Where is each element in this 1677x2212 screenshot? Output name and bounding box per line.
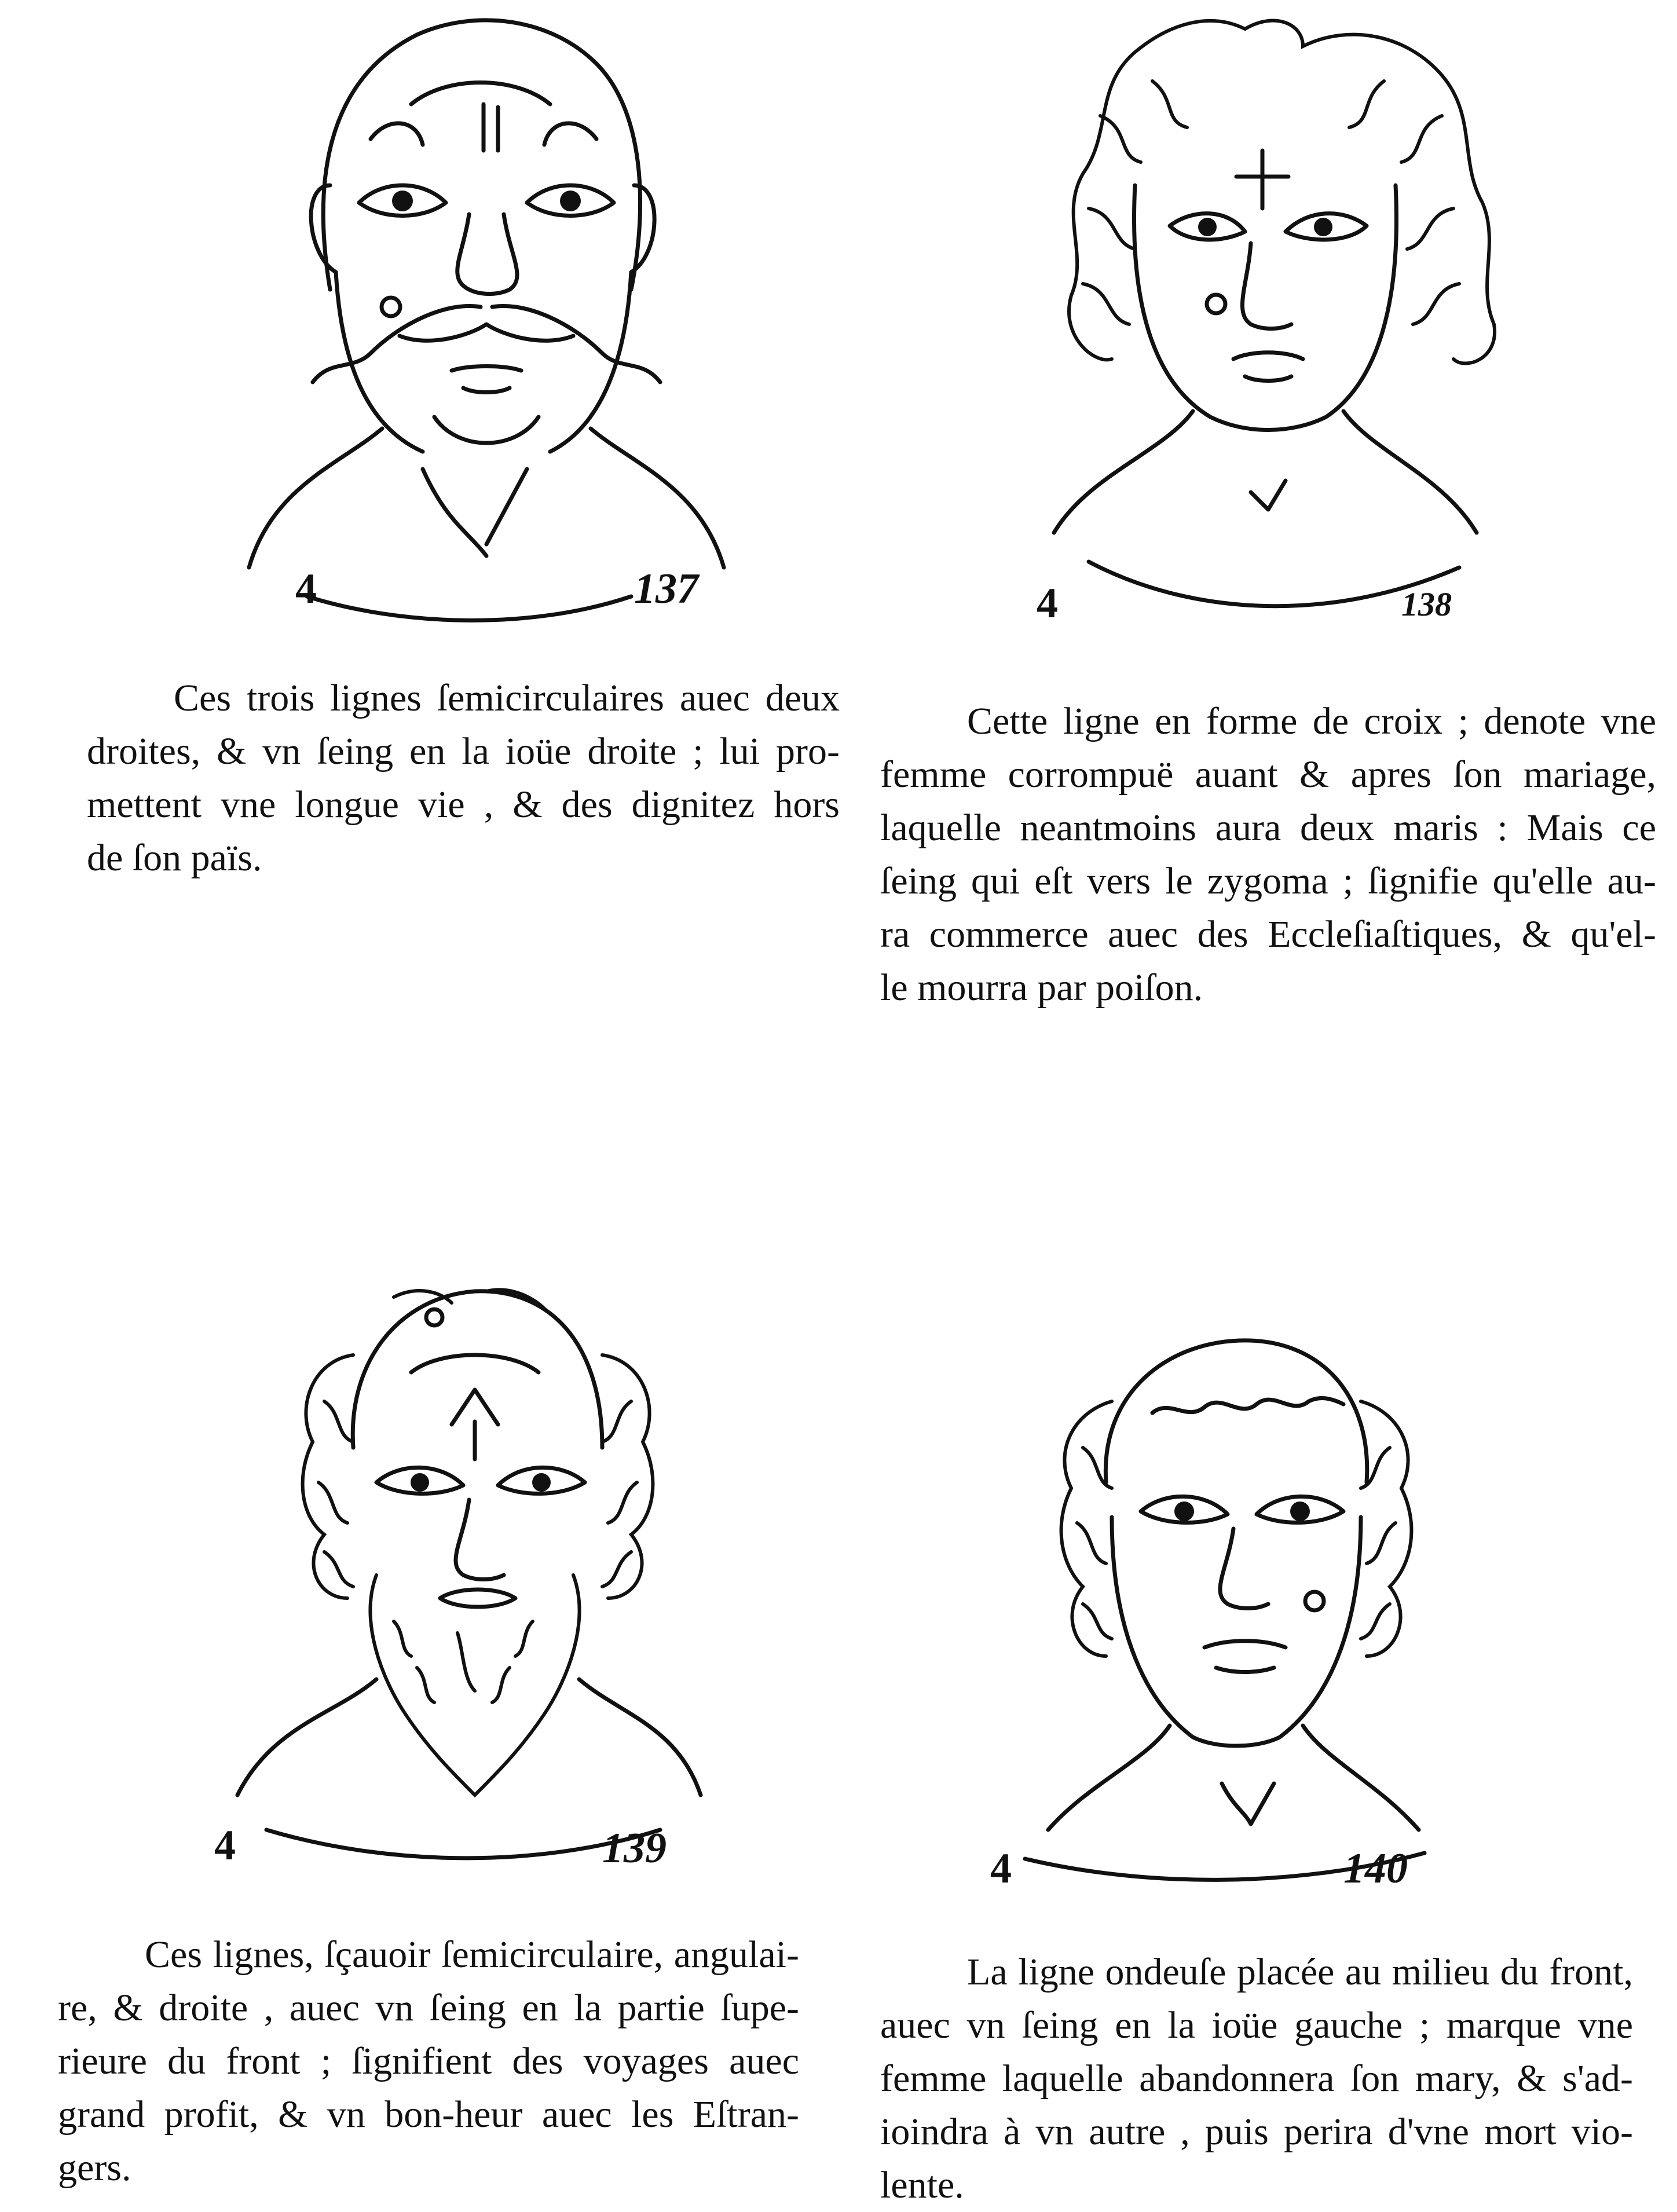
caption-line: La ligne ondeuſe placée au milieu du front, xyxy=(967,1951,1633,1993)
caption-line: droites, & vn ſeing en la ioüe droite ; lui pro- xyxy=(87,730,840,772)
caption-line: ioindra à vn autre , puis perira d'vne mort vio- xyxy=(880,2111,1633,2153)
plate-number: 138 xyxy=(1401,585,1452,623)
face-illustration-139 xyxy=(208,1274,730,1876)
plate-137 xyxy=(35,12,840,880)
plate-number: 139 xyxy=(602,1825,667,1872)
caption-139 xyxy=(58,1928,799,2195)
plate-letter: 4 xyxy=(214,1822,236,1869)
caption-line: re, & droite , auec vn ſeing en la partie ſupe- xyxy=(58,1987,799,2029)
caption-138 xyxy=(880,695,1656,1015)
caption-line: lente. xyxy=(880,2164,964,2206)
plate-138 xyxy=(857,12,1656,1009)
plate-number: 137 xyxy=(634,565,698,613)
caption-line: de ſon païs. xyxy=(87,837,262,879)
caption-137 xyxy=(87,672,840,885)
plate-letter: 4 xyxy=(990,1845,1012,1892)
caption-line: gers. xyxy=(58,2147,131,2189)
caption-line: grand profit, & vn bon-heur auec les Eſtran- xyxy=(58,2093,799,2136)
plate-140 xyxy=(857,1332,1656,2206)
plate-number: 140 xyxy=(1343,1845,1408,1892)
caption-line: Cette ligne en forme de croix ; denote vne xyxy=(967,700,1656,742)
caption-line: rieure du front ; ſignifient des voyages auec xyxy=(58,2040,799,2082)
caption-line: femme corrompuë auant & apres ſon mariage, xyxy=(880,753,1656,796)
caption-line: laquelle neantmoins aura deux maris : Mais ce xyxy=(880,807,1656,849)
plate-letter: 4 xyxy=(295,565,317,613)
caption-line: Ces trois lignes ſemicirculaires auec deux xyxy=(174,677,840,719)
caption-140 xyxy=(880,1946,1633,2212)
plate-139 xyxy=(35,1274,834,2197)
caption-line: ra commerce auec des Eccleſiaſtiques, & qu'el- xyxy=(880,913,1656,955)
face-illustration-140 xyxy=(973,1332,1494,1892)
caption-line: ſeing qui eſt vers le zygoma ; ſignifie qu'elle au- xyxy=(880,860,1656,902)
plate-letter: 4 xyxy=(1037,580,1058,627)
caption-line: Ces lignes, ſçauoir ſemicirculaire, angulai- xyxy=(145,1933,799,1976)
face-illustration-138 xyxy=(1002,12,1523,637)
caption-line: mettent vne longue vie , & des dignitez hors xyxy=(87,783,840,826)
face-illustration-137 xyxy=(226,12,747,637)
caption-line: auec vn ſeing en la ioüe gauche ; marque vne xyxy=(880,2004,1633,2046)
caption-line: femme laquelle abandonnera ſon mary, & s'ad- xyxy=(880,2057,1633,2100)
caption-line: le mourra par poiſon. xyxy=(880,966,1203,1009)
